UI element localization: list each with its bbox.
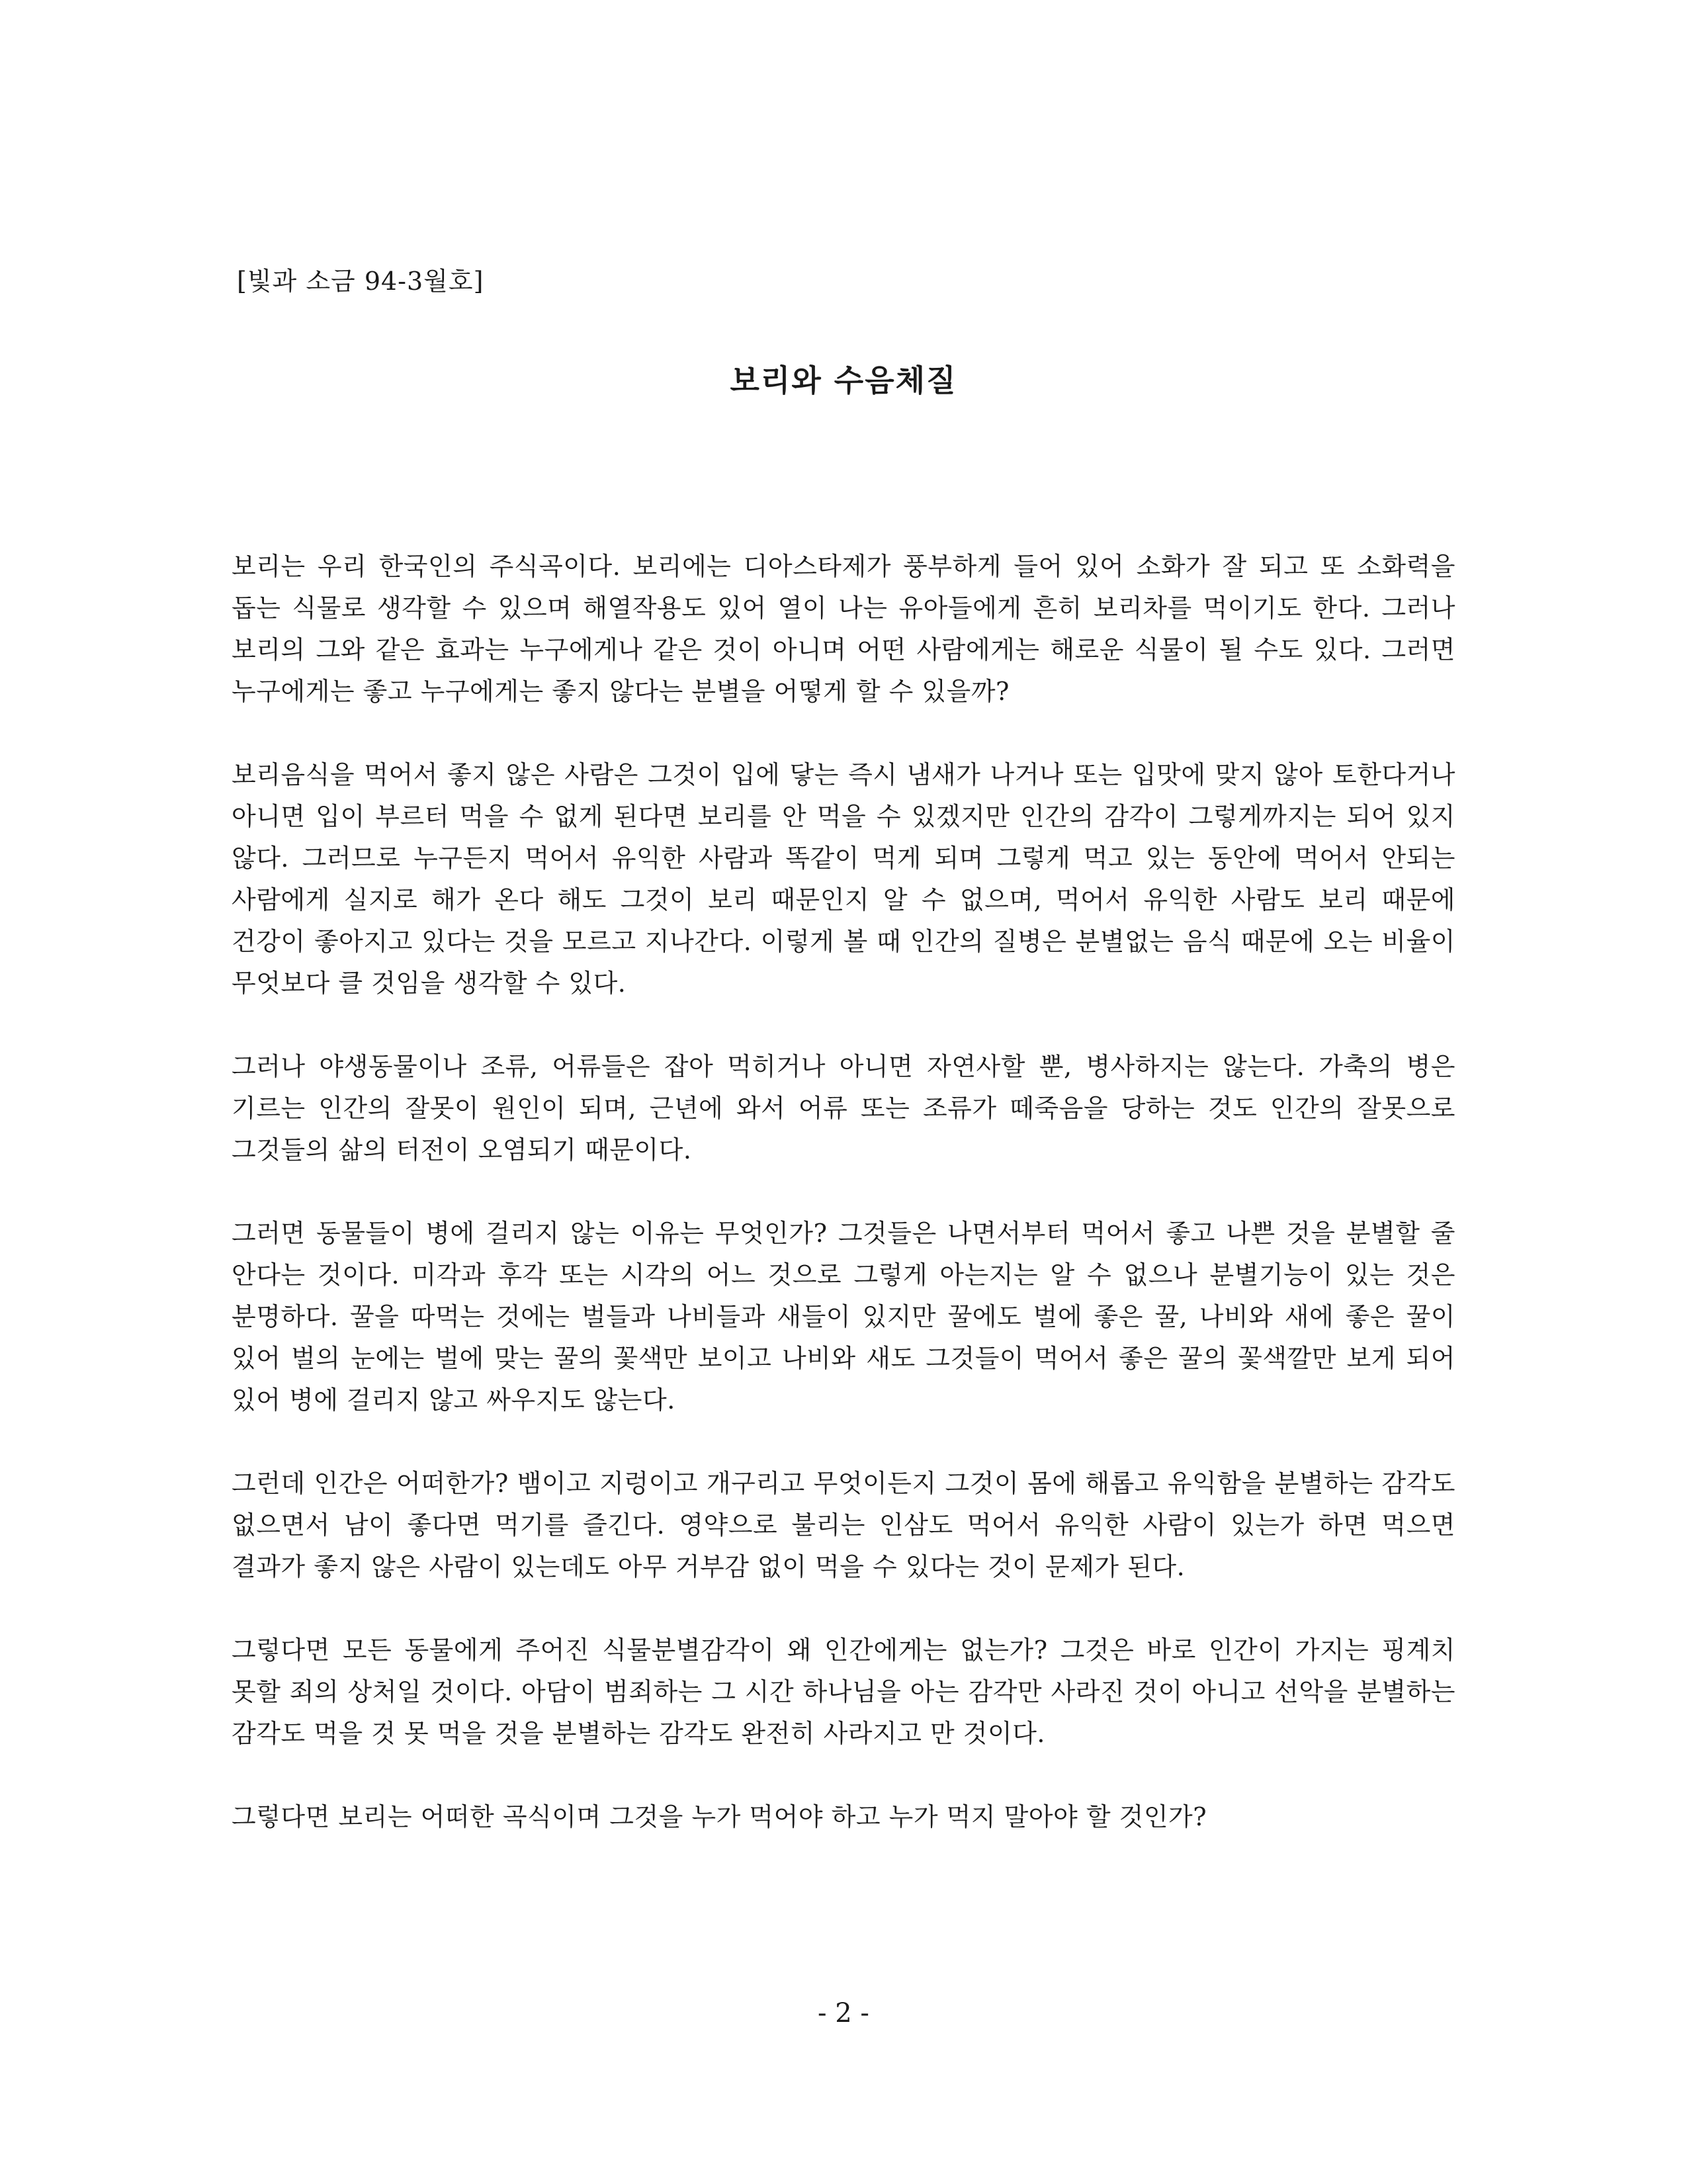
paragraph-6: 그렇다면 모든 동물에게 주어진 식물분별감각이 왜 인간에게는 없는가? 그것은 바로 인간이 가지는 핑계치 못할 죄의 상처일 것이다. 아담이 범죄하는 그 시간 하나님을 아는 감각만 사라진 것이 아니고 선악을 분별하는 감각도 먹을 것 못 먹을 것을 분별하는 감각도 완전히 사라지고 만 것이다. bbox=[232, 1636, 1455, 1748]
publication-reference: [빛과 소금 94-3월호] bbox=[237, 267, 484, 296]
page-number: - 2 - bbox=[818, 1998, 869, 2029]
paragraph-1: 보리는 우리 한국인의 주식곡이다. 보리에는 디아스타제가 풍부하게 들어 있어 소화가 잘 되고 또 소화력을 돕는 식물로 생각할 수 있으며 해열작용도 있어 열이 나는 유아들에게 흔히 보리차를 먹이기도 한다. 그러나 보리의 그와 같은 효과는 누구에게나 같은 것이 아니며 어떤 사람에게는 해로운 식물이 될 수도 있다. 그러면 누구에게는 좋고 누구에게는 좋지 않다는 분별을 어떻게 할 수 있을까? bbox=[232, 552, 1455, 706]
paragraph-3: 그러나 야생동물이나 조류, 어류들은 잡아 먹히거나 아니면 자연사할 뿐, 병사하지는 않는다. 가축의 병은 기르는 인간의 잘못이 원인이 되며, 근년에 와서 어류 또는 조류가 떼죽음을 당하는 것도 인간의 잘못으로 그것들의 삶의 터전이 오염되기 때문이다. bbox=[232, 1052, 1455, 1164]
paragraph-5: 그런데 인간은 어떠한가? 뱀이고 지렁이고 개구리고 무엇이든지 그것이 몸에 해롭고 유익함을 분별하는 감각도 없으면서 남이 좋다면 먹기를 즐긴다. 영약으로 불리는 인삼도 먹어서 유익한 사람이 있는가 하면 먹으면 결과가 좋지 않은 사람이 있는데도 아무 거부감 없이 먹을 수 있다는 것이 문제가 된다. bbox=[232, 1469, 1455, 1581]
page-title: 보리와 수음체질 bbox=[730, 363, 957, 398]
article-body bbox=[232, 546, 1455, 1880]
paragraph-7: 그렇다면 보리는 어떠한 곡식이며 그것을 누가 먹어야 하고 누가 먹지 말아야 할 것인가? bbox=[232, 1802, 1207, 1831]
paragraph-4: 그러면 동물들이 병에 걸리지 않는 이유는 무엇인가? 그것들은 나면서부터 먹어서 좋고 나쁜 것을 분별할 줄 안다는 것이다. 미각과 후각 또는 시각의 어느 것으로 그렇게 아는지는 알 수 없으나 분별기능이 있는 것은 분명하다. 꿀을 따먹는 것에는 벌들과 나비들과 새들이 있지만 꿀에도 벌에 좋은 꿀, 나비와 새에 좋은 꿀이 있어 벌의 눈에는 벌에 맞는 꿀의 꽃색만 보이고 나비와 새도 그것들이 먹어서 좋은 꿀의 꽃색깔만 보게 되어 있어 병에 걸리지 않고 싸우지도 않는다. bbox=[232, 1219, 1455, 1415]
paragraph-2: 보리음식을 먹어서 좋지 않은 사람은 그것이 입에 닿는 즉시 냄새가 나거나 또는 입맛에 맞지 않아 토한다거나 아니면 입이 부르터 먹을 수 없게 된다면 보리를 안 먹을 수 있겠지만 인간의 감각이 그렇게까지는 되어 있지 않다. 그러므로 누구든지 먹어서 유익한 사람과 똑같이 먹게 되며 그렇게 먹고 있는 동안에 먹어서 안되는 사람에게 실지로 해가 온다 해도 그것이 보리 때문인지 알 수 없으며, 먹어서 유익한 사람도 보리 때문에 건강이 좋아지고 있다는 것을 모르고 지나간다. 이렇게 볼 때 인간의 질병은 분별없는 음식 때문에 오는 비율이 무엇보다 클 것임을 생각할 수 있다. bbox=[232, 760, 1455, 998]
